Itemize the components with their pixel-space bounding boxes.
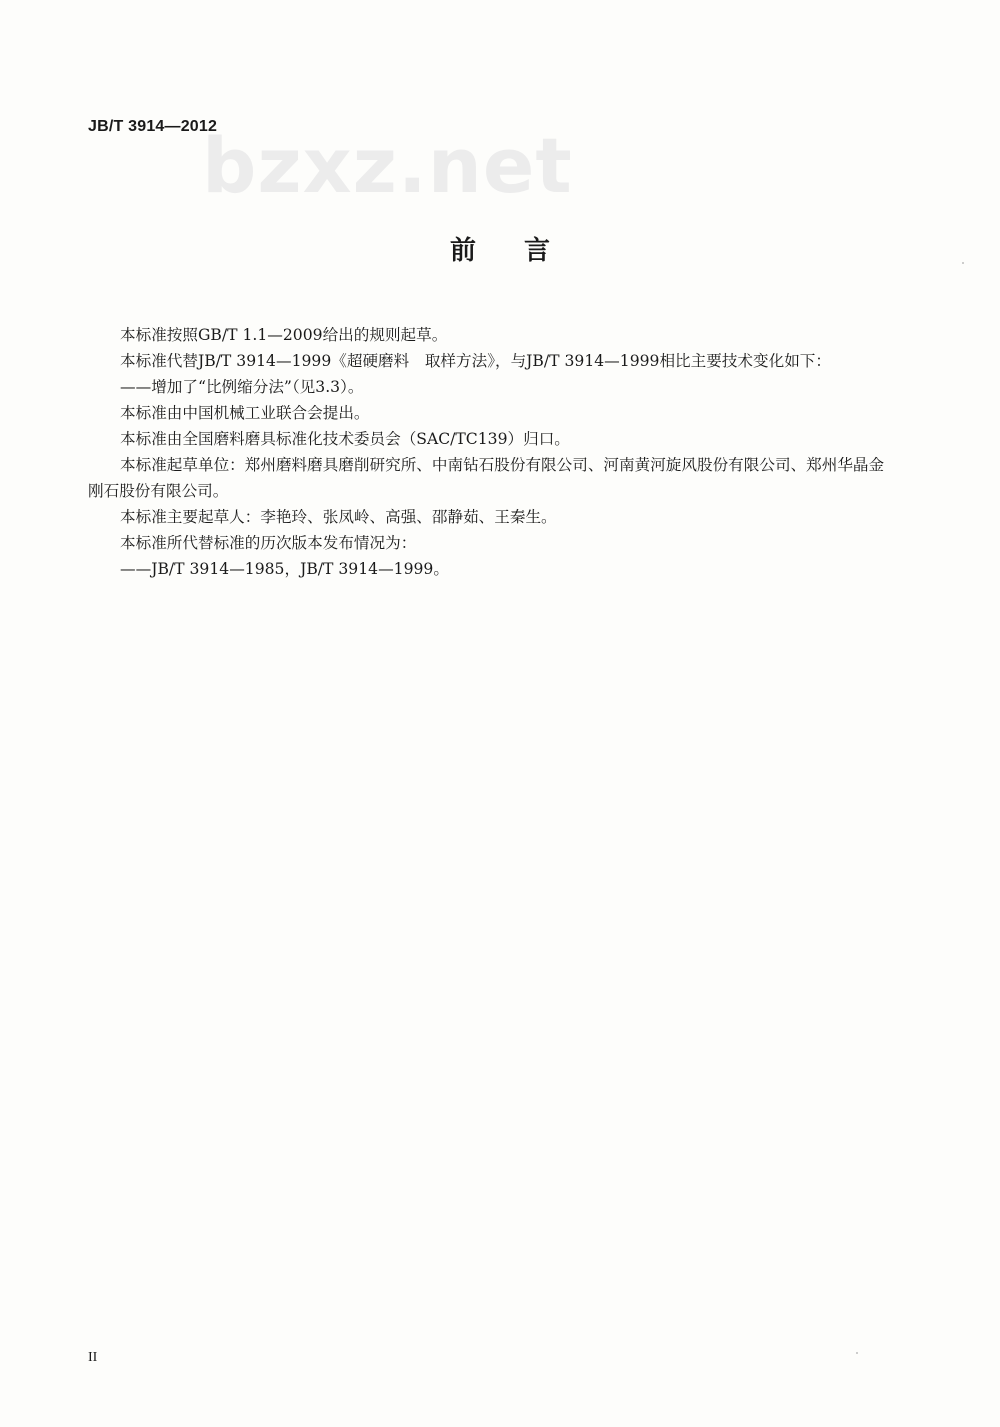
paragraph-drafters: 本标准主要起草人：李艳玲、张凤岭、高强、邵静茹、王秦生。 — [120, 508, 557, 526]
paragraph-change-item: ——增加了“比例缩分法”（见3.3）。 — [120, 378, 364, 396]
watermark: bzxz.net — [202, 121, 573, 210]
paragraph-drafting-units: 本标准起草单位：郑州磨料磨具磨削研究所、中南钻石股份有限公司、河南黄河旋风股份有限公司、郑州华晶金刚石股份有限公司。 — [88, 456, 885, 500]
paragraph-committee: 本标准由全国磨料磨具标准化技术委员会（SAC/TC139）归口。 — [120, 430, 570, 448]
foreword-body — [88, 322, 898, 582]
document-code: JB/T 3914—2012 — [88, 118, 218, 135]
paragraph-replacement: 本标准代替JB/T 3914—1999《超硬磨料 取样方法》，与JB/T 3914—1999相比主要技术变化如下： — [120, 352, 831, 370]
paragraph-history-versions: ——JB/T 3914—1985，JB/T 3914—1999。 — [120, 560, 449, 578]
paragraph-history-intro: 本标准所代替标准的历次版本发布情况为： — [120, 534, 417, 552]
title-char-2: 言 — [524, 236, 551, 266]
paragraph-proposer: 本标准由中国机械工业联合会提出。 — [120, 404, 370, 422]
paragraph-drafting-rules: 本标准按照GB/T 1.1—2009给出的规则起草。 — [120, 326, 448, 344]
title-char-1: 前 — [449, 236, 476, 266]
scan-speck — [856, 1352, 858, 1354]
page-number: II — [88, 1350, 98, 1365]
scan-speck — [962, 262, 964, 264]
page-title — [0, 230, 1000, 267]
